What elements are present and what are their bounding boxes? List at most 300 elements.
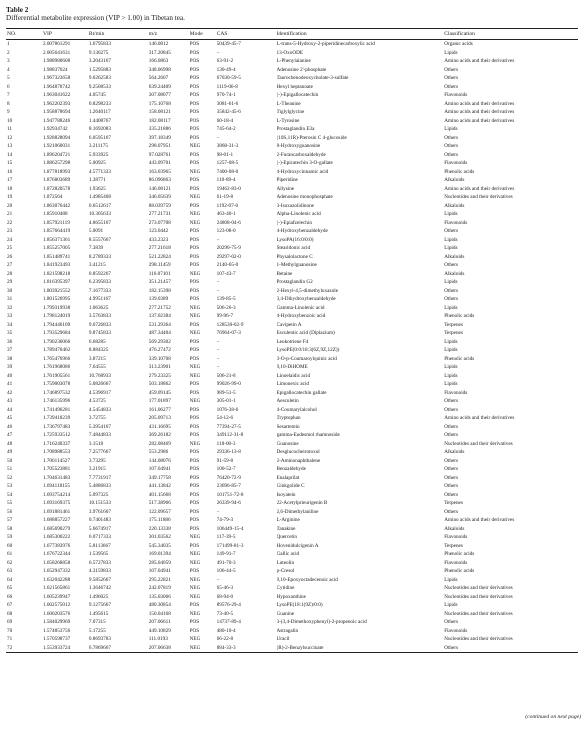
cell-identification: Aesculetin — [276, 398, 299, 404]
cell-cas: 106449-15-4 — [216, 525, 244, 532]
table-row — [6, 474, 578, 483]
cell-vip: 1.921060031 — [42, 143, 71, 149]
cell-mode: POS — [189, 296, 200, 302]
cell-vip: 1.857664419 — [42, 228, 71, 234]
table-row — [6, 550, 578, 559]
cell-mode: POS — [189, 568, 200, 574]
cell-cas: – — [216, 364, 220, 370]
cell-classification: Amino acids and their derivatives — [444, 117, 515, 124]
cell-identification: LysoPA(16:0/0:0) — [276, 236, 314, 243]
table-row — [6, 491, 578, 500]
cell-cas: 1192-07-0 — [216, 202, 239, 209]
cell-mode: POS — [189, 49, 200, 56]
cell-classification: Others — [444, 83, 459, 90]
cell-mode: POS — [189, 126, 200, 132]
cell-classification: Others — [444, 134, 459, 141]
cell-mz: 139.0389 — [148, 296, 169, 302]
cell-cas: – — [216, 576, 220, 583]
cell-classification: Lipids — [444, 364, 458, 370]
cell-mz: 317.20845 — [148, 49, 171, 56]
cell-mode: NEG — [189, 559, 201, 566]
cell-no: 68 — [7, 610, 13, 617]
cell-rt: 3.211175 — [88, 143, 108, 149]
cell-identification: Guanine — [276, 610, 295, 617]
cell-cas: 68-94-0 — [216, 593, 234, 600]
cell-no: 64 — [7, 576, 13, 583]
table-row — [6, 542, 578, 551]
table-row — [6, 346, 578, 355]
cell-classification: Phenolic acids — [444, 168, 475, 175]
cell-rt: 8.2789333 — [88, 253, 111, 260]
cell-mz: 397.18349 — [148, 134, 171, 141]
cell-rt: 4.53725 — [88, 398, 106, 404]
cell-identification: Piperidine — [276, 177, 298, 183]
cell-rt: 5.933925 — [88, 151, 109, 158]
cell-identification: Cytidine — [276, 585, 295, 591]
cell-mz: 349.17758 — [148, 474, 171, 481]
table-row — [6, 508, 578, 517]
cell-mode: POS — [189, 253, 200, 260]
cell-vip: 1.739418239 — [42, 415, 71, 421]
table-number: Table 2 — [6, 6, 29, 14]
cell-vip: 1.652947332 — [42, 568, 71, 574]
cell-identification: 3-Isoxazolidinone — [276, 202, 314, 209]
cell-cas: 506-21-8 — [216, 372, 236, 379]
cell-rt: 3.9761667 — [88, 508, 111, 515]
cell-no: 58 — [7, 525, 13, 532]
cell-no: 47 — [7, 432, 13, 438]
table-row — [6, 440, 578, 449]
cell-mz: 639.24409 — [148, 83, 171, 90]
cell-mz: 503.18862 — [148, 381, 171, 387]
cell-classification: Others — [444, 474, 459, 481]
table-row — [6, 83, 578, 92]
cell-cas: – — [216, 508, 220, 515]
cell-classification: Lipids — [444, 304, 458, 311]
cell-identification: 9,10-DiHOME — [276, 364, 308, 370]
table-row — [6, 559, 578, 568]
table-row — [6, 244, 578, 253]
cell-cas: 67030-59-5 — [216, 75, 241, 81]
cell-cas: 117-39-5 — [216, 534, 236, 540]
cell-cas: 50439-45-7 — [216, 41, 241, 47]
cell-identification: Astragalin — [276, 627, 299, 634]
cell-identification: Adenosine monophosphate — [276, 194, 333, 200]
table-row — [6, 355, 578, 364]
cell-mz: 433.2323 — [148, 236, 169, 243]
cell-rt: 3.21915 — [88, 466, 106, 472]
cell-mz: 307.08077 — [148, 92, 171, 98]
cell-mz: 123.0442 — [148, 228, 169, 234]
cell-rt: 1.063625 — [88, 304, 109, 311]
cell-cas: 98-01-1 — [216, 151, 234, 158]
cell-classification: Terpenes — [444, 500, 463, 506]
cell-rt: 5.00925 — [88, 160, 106, 166]
cell-cas: 14737-89-4 — [216, 619, 241, 625]
table-row — [6, 499, 578, 508]
cell-classification: Lipids — [444, 211, 458, 217]
cell-mode: POS — [189, 432, 200, 438]
table-row — [6, 482, 578, 491]
cell-identification: LysoPE(18:1(9Z)/0:0) — [276, 602, 323, 608]
cell-mode: NEG — [189, 398, 201, 404]
cell-vip: 1.632042288 — [42, 576, 71, 583]
cell-rt: 6.68285 — [88, 338, 106, 345]
cell-no: 48 — [7, 440, 13, 447]
cell-classification: Nucleotides and their derivatives — [444, 636, 513, 642]
cell-classification: Flavonoids — [444, 534, 468, 540]
cell-no: 49 — [7, 449, 13, 455]
cell-no: 16 — [7, 168, 13, 175]
cell-rt: 4.5454833 — [88, 406, 111, 413]
cell-rt: 1.4985408 — [88, 194, 111, 200]
cell-rt: 6.0595167 — [88, 134, 111, 141]
cell-classification: Alkaloids — [444, 449, 465, 455]
continued-note: (continued on next page) — [525, 714, 581, 720]
cell-no: 63 — [7, 568, 13, 574]
cell-cas: 970-74-1 — [216, 92, 236, 98]
cell-cas: – — [216, 338, 220, 345]
cell-cas: – — [216, 49, 220, 56]
cell-mz: 273.07708 — [148, 219, 171, 226]
cell-mz: 279.23325 — [148, 372, 171, 379]
cell-rt: 8.1692083 — [88, 126, 111, 132]
cell-identification: Leukotriene F4 — [276, 338, 309, 345]
cell-vip: 1.798124019 — [42, 313, 71, 319]
cell-vip: 1.584029969 — [42, 619, 71, 625]
cell-rt: 1.539565 — [88, 551, 109, 557]
cell-mz: 301.03562 — [148, 534, 171, 540]
cell-mz: 220.13338 — [148, 525, 171, 532]
cell-identification: Tanakine — [276, 525, 296, 532]
cell-rt: 10.305633 — [88, 211, 111, 217]
cell-classification: Phenolic acids — [444, 355, 475, 362]
cell-no: 6 — [7, 83, 10, 90]
cell-classification: Amino acids and their derivatives — [444, 517, 515, 523]
cell-no: 31 — [7, 296, 13, 302]
cell-rt: 5.6674917 — [88, 525, 111, 532]
cell-identification: 4-Hydroxybenzaldehyde — [276, 228, 328, 234]
cell-vip: 1.716240337 — [42, 440, 71, 447]
cell-mode: POS — [189, 474, 200, 481]
cell-rt: 5.17255 — [88, 627, 106, 634]
cell-mode: POS — [189, 508, 200, 515]
cell-classification: Others — [444, 644, 459, 651]
table-row — [6, 304, 578, 313]
cell-classification: Others — [444, 262, 459, 268]
table-row — [6, 219, 578, 228]
cell-classification: Amino acids and their derivatives — [444, 185, 515, 192]
cell-mode: POS — [189, 117, 200, 124]
cell-rt: 1.2640117 — [88, 109, 111, 115]
cell-cas: 1076-38-6 — [216, 406, 239, 413]
cell-identification: (R)-2-Benzylsuccinate — [276, 644, 324, 651]
cell-cas: 506-26-3 — [216, 304, 236, 311]
table-row — [6, 644, 578, 653]
cell-no: 10 — [7, 117, 13, 124]
cell-mz: 443.09701 — [148, 160, 171, 166]
cell-mode: NEG — [189, 168, 201, 175]
cell-vip: 1.605239947 — [42, 593, 71, 600]
cell-mode: POS — [189, 542, 200, 549]
cell-cas: 60-18-4 — [216, 117, 234, 124]
cell-mode: POS — [189, 279, 200, 285]
cell-no: 45 — [7, 415, 13, 421]
cell-cas: 23696-85-7 — [216, 483, 241, 489]
table-row — [6, 516, 578, 525]
cell-cas: 1257-08-5 — [216, 160, 239, 166]
cell-mz: 146.0812 — [148, 41, 169, 47]
cell-cas: 110-89-4 — [216, 177, 236, 183]
cell-classification: Flavonoids — [444, 559, 468, 566]
cell-mz: 242.07819 — [148, 585, 171, 591]
cell-rt: 6.7869667 — [88, 644, 111, 651]
cell-cas: 349112-31-8 — [216, 432, 244, 438]
cell-rt: 4.8655167 — [88, 219, 111, 226]
cell-classification: Flavonoids — [444, 160, 468, 166]
table-row — [6, 525, 578, 534]
cell-no: 70 — [7, 627, 13, 634]
cell-mz: 431.16695 — [148, 423, 171, 430]
cell-cas: 66-22-8 — [216, 636, 234, 642]
cell-rt: 9.2508533 — [88, 83, 111, 90]
cell-cas: 99026-99-0 — [216, 381, 241, 387]
cell-vip: 1.855257005 — [42, 245, 71, 251]
cell-mode: POS — [189, 83, 200, 90]
cell-no: 27 — [7, 262, 13, 268]
cell-cas: 29336-13-8 — [216, 449, 241, 455]
cell-rt: 4.05745 — [88, 92, 106, 98]
cell-classification: Organic acids — [444, 41, 473, 47]
cell-identification: 3,4-Dihydroxybenzaldehyde — [276, 296, 336, 302]
table-row — [6, 185, 578, 194]
table-row — [6, 431, 578, 440]
cell-mode: NEG — [189, 593, 201, 600]
cell-classification: Others — [444, 143, 459, 149]
cell-no: 53 — [7, 483, 13, 489]
cell-rt: 3.2043167 — [88, 58, 111, 64]
cell-no: 41 — [7, 381, 13, 387]
cell-no: 35 — [7, 330, 13, 336]
cell-mz: 137.02384 — [148, 313, 171, 319]
cell-mode: POS — [189, 160, 200, 166]
cell-no: 18 — [7, 185, 13, 192]
cell-identification: p-Cresol — [276, 568, 295, 574]
cell-vip: 1.877818993 — [42, 168, 71, 175]
cell-mz: 107.04941 — [148, 466, 171, 472]
cell-mz: 517.38966 — [148, 500, 171, 506]
cell-identification: Prostaglandin E3a — [276, 126, 315, 132]
cell-no: 46 — [7, 423, 13, 430]
cell-classification: Amino acids and their derivatives — [444, 109, 515, 115]
cell-no: 72 — [7, 644, 13, 651]
cell-classification: Others — [444, 483, 459, 489]
cell-vip: 1.746135996 — [42, 398, 71, 404]
cell-rt: 8.884325 — [88, 347, 109, 353]
cell-mz: 161.06277 — [148, 406, 171, 413]
cell-identification: Linoelaidic acid — [276, 372, 311, 379]
cell-cas: 61-19-8 — [216, 194, 234, 200]
cell-rt: 5.8113667 — [88, 542, 111, 549]
cell-rt: 4.9951167 — [88, 296, 111, 302]
cell-no: 20 — [7, 202, 13, 209]
cell-no: 66 — [7, 593, 13, 600]
cell-cas: 463-40-1 — [216, 211, 236, 217]
cell-no: 50 — [7, 457, 13, 464]
cell-classification: Alkaloids — [444, 202, 465, 209]
cell-vip: 1.851489741 — [42, 253, 71, 260]
table-row — [6, 593, 578, 602]
cell-mode: POS — [189, 109, 200, 115]
table-row — [6, 66, 578, 75]
cell-mz: 175.10768 — [148, 100, 171, 107]
cell-rt: 3.5763833 — [88, 313, 111, 319]
cell-mz: 553.2986 — [148, 449, 169, 455]
table-row — [6, 236, 578, 245]
cell-rt: 1.4408767 — [88, 117, 111, 124]
table-row — [6, 176, 578, 185]
cell-vip: 1.570598737 — [42, 636, 71, 642]
cell-mode: POS — [189, 262, 200, 268]
cell-classification: Others — [444, 491, 459, 498]
cell-identification: L-Tyrosine — [276, 117, 300, 124]
cell-no: 56 — [7, 508, 13, 515]
cell-classification: Nucleotides and their derivatives — [444, 593, 513, 600]
cell-classification: Others — [444, 457, 459, 464]
cell-vip: 1.841923493 — [42, 262, 71, 268]
cell-rt: 1.495615 — [88, 610, 109, 617]
table-row — [6, 329, 578, 338]
cell-no: 13 — [7, 143, 13, 149]
cell-vip: 1.765476966 — [42, 355, 71, 362]
cell-mode: POS — [189, 92, 200, 98]
header-mode: Mode — [189, 31, 203, 37]
cell-classification: Others — [444, 398, 459, 404]
cell-identification: 9,10-Epoxyoctadecenoic acid — [276, 576, 338, 583]
cell-cas: 123-08-0 — [216, 228, 236, 234]
cell-rt: 6.0717333 — [88, 534, 111, 540]
cell-mode: NEG — [189, 330, 201, 336]
cell-vip: 1.736797483 — [42, 423, 71, 430]
cell-cas: 26339-94-6 — [216, 500, 241, 506]
cell-no: 9 — [7, 109, 10, 115]
cell-no: 26 — [7, 253, 13, 260]
cell-mode: POS — [189, 134, 200, 141]
cell-cas: 745-64-2 — [216, 126, 236, 132]
cell-classification: Others — [444, 66, 459, 73]
table-row — [6, 312, 578, 321]
cell-mz: 476.27472 — [148, 347, 171, 353]
cell-mz: 207.06638 — [148, 644, 171, 651]
cell-no: 22 — [7, 219, 13, 226]
cell-cas: 19462-83-0 — [216, 185, 241, 192]
cell-mode: POS — [189, 602, 200, 608]
table-row — [6, 210, 578, 219]
cell-identification: gamma-Eudesmol rhamnoside — [276, 432, 340, 438]
cell-classification: Lipids — [444, 236, 458, 243]
cell-rt: 6.2395833 — [88, 279, 111, 285]
cell-mode: POS — [189, 415, 200, 421]
cell-vip: 1.693169375 — [42, 500, 71, 506]
cell-vip: 1.799319938 — [42, 304, 71, 311]
cell-identification: 2-Furancarboxaldehyde — [276, 151, 326, 158]
table-row — [6, 397, 578, 406]
cell-mode: POS — [189, 41, 200, 47]
cell-mode: POS — [189, 347, 200, 353]
cell-mode: POS — [189, 500, 200, 506]
cell-vip: 2.005641631 — [42, 49, 71, 56]
cell-rt: 1.3646742 — [88, 585, 111, 591]
cell-classification: Phenolic acids — [444, 551, 475, 557]
cell-mode: POS — [189, 381, 200, 387]
table-row — [6, 601, 578, 610]
cell-classification: Alkaloids — [444, 253, 465, 260]
cell-cas: 491-70-3 — [216, 559, 236, 566]
cell-classification: Flavonoids — [444, 627, 468, 634]
cell-no: 51 — [7, 466, 13, 472]
cell-vip: 1.816395397 — [42, 279, 71, 285]
cell-rt: 9.6726833 — [88, 321, 111, 328]
cell-cas: 139-85-5 — [216, 296, 236, 302]
cell-classification: Lipids — [444, 279, 458, 285]
cell-classification: Others — [444, 75, 459, 81]
cell-identification: 2,6-Dimethylaniline — [276, 508, 319, 515]
cell-cas: 99-96-7 — [216, 313, 234, 319]
cell-identification: Esculentic acid (Diplazium) — [276, 330, 335, 336]
cell-mode: POS — [189, 457, 200, 464]
cell-rt: 3.87215 — [88, 355, 106, 362]
table-row — [6, 338, 578, 347]
table-row — [6, 457, 578, 466]
cell-no: 23 — [7, 228, 13, 234]
cell-rt: 7.2577667 — [88, 449, 111, 455]
cell-classification: Others — [444, 466, 459, 472]
cell-classification: Others — [444, 432, 459, 438]
cell-vip: 1.876803689 — [42, 177, 71, 183]
table-row — [6, 108, 578, 117]
cell-mz: 348.06998 — [148, 66, 171, 73]
cell-no: 65 — [7, 585, 13, 591]
cell-no: 39 — [7, 364, 13, 370]
cell-classification: Lipids — [444, 347, 458, 353]
cell-identification: Hypoxanthine — [276, 593, 306, 600]
cell-rt: 7.7731917 — [88, 474, 111, 481]
table-row — [6, 134, 578, 143]
cell-mode: POS — [189, 389, 200, 396]
cell-vip: 1.928828094 — [42, 134, 71, 141]
cell-identification: Luteolin — [276, 559, 295, 566]
cell-identification: 4-Coumarylalcohol — [276, 406, 317, 413]
cell-mode: POS — [189, 483, 200, 489]
cell-vip: 1.725933512 — [42, 432, 71, 438]
cell-mz: 335.21886 — [148, 126, 171, 132]
cell-rt: 5.3954167 — [88, 423, 111, 430]
cell-cas: – — [216, 287, 220, 294]
table-page — [6, 6, 578, 653]
cell-vip: 1.789470462 — [42, 347, 71, 353]
cell-classification: Others — [444, 296, 459, 302]
cell-vip: 1.962202393 — [42, 100, 71, 107]
cell-no: 17 — [7, 177, 13, 183]
cell-identification: 2-Hexyl-4,5-dimethyloxazole — [276, 287, 339, 294]
cell-no: 7 — [7, 92, 10, 98]
cell-mz: 441.13842 — [148, 483, 171, 489]
cell-classification: Terpenes — [444, 542, 463, 549]
cell-mode: NEG — [189, 304, 201, 311]
cell-no: 4 — [7, 66, 10, 73]
cell-mode: POS — [189, 236, 200, 243]
cell-rt: 8.5557667 — [88, 236, 111, 243]
